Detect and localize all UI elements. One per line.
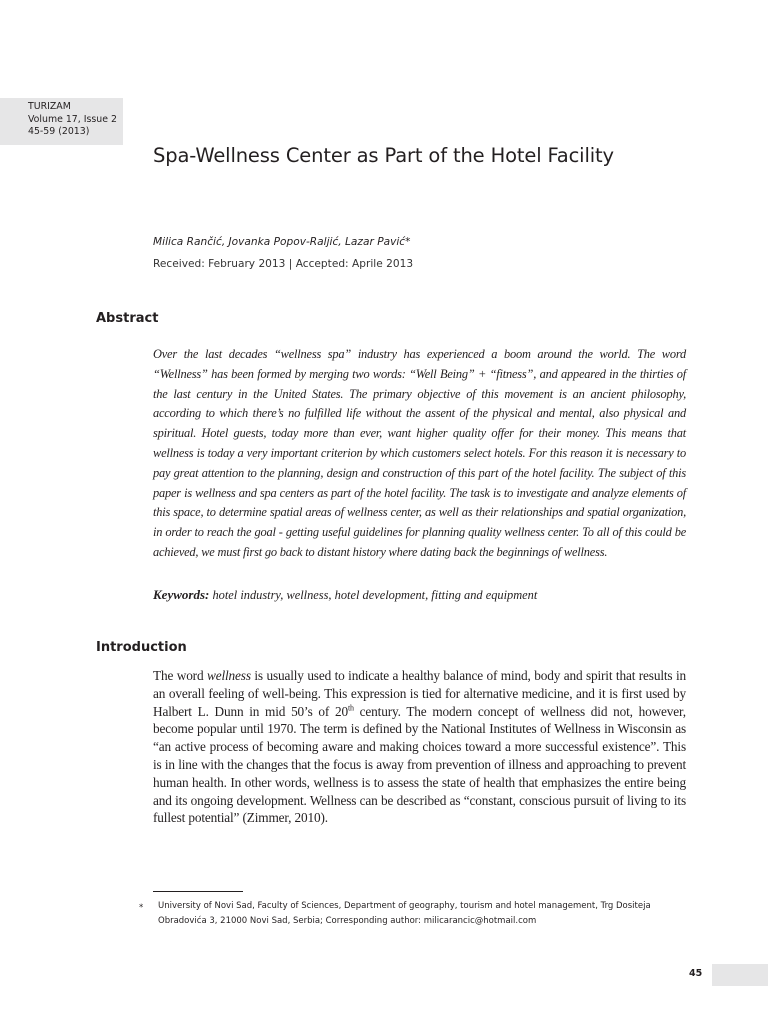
journal-pages: 45-59 (2013) (28, 126, 90, 138)
footnote-marker: * (139, 903, 144, 913)
footnote-rule (153, 891, 243, 892)
abstract-heading: Abstract (96, 311, 159, 326)
journal-info (28, 101, 123, 139)
intro-emphasis-wellness: wellness (206, 668, 251, 683)
keywords (153, 586, 693, 604)
footnote-text: University of Novi Sad, Faculty of Sciences, Department of geography, tourism and hotel management, Trg Dositeja Obradovića 3, 21000 Novi Sad, Serbia; Corresponding author: milicarancic@hotmail.com (158, 901, 651, 926)
keywords-label: Keywords: (153, 587, 210, 602)
journal-volume: Volume 17, Issue 2 (28, 113, 117, 125)
introduction-heading: Introduction (96, 640, 187, 655)
page-number: 45 (689, 968, 703, 979)
journal-name: TURIZAM (28, 101, 71, 112)
article-authors: Milica Rančić, Jovanka Popov-Raljić, Lazar Pavić* (153, 236, 411, 248)
received-accepted-dates: Received: February 2013 | Accepted: Aprile 2013 (153, 258, 414, 270)
intro-text-part-3: century. The modern concept of wellness did not, however, become popular until 1970. The term is defined by the National Institutes of Wellness in Wisconsin as “an active process of becoming aware and making choices toward a more successful existence”. This is in line with the changes that the focus is away from prevention of illness and approaching to prevent human health. In other words, wellness is to assess the state of health that emphasizes the entire being and its ongoing development. Wellness can be described as “constant, conscious pursuit of living to its fullest potential” (Zimmer, 2010). (153, 703, 686, 826)
abstract-text: Over the last decades “wellness spa” industry has experienced a boom around the world. The word “Wellness” has been formed by merging two words: “Well Being” + “fitness”, and appeared in the thirties of the last century in the United States. The primary objective of this movement is an ancient philosophy, according to which there’s no fulfilled life without the assent of the physical and mental, also physical and spiritual. Hotel guests, today more than ever, want higher quality offer for their money. This means that wellness is today a very important criterion by which customers select hotels. For this reason it is necessary to pay great attention to the planning, design and construction of this part of the hotel facility. The subject of this paper is wellness and spa centers as part of the hotel facility. The task is to investigate and analyze elements of this space, to determine spatial areas of wellness center, as well as their relationships and spatial organization, in order to reach the goal - getting useful guidelines for planning quality wellness center. To all of this could be achieved, we must first go back to distant history where dating back the beginnings of wellness. (153, 347, 686, 559)
keywords-list: hotel industry, wellness, hotel development, fitting and equipment (209, 588, 538, 602)
intro-superscript: th (347, 703, 354, 713)
intro-text-part-1: The word (153, 668, 207, 683)
intro-text-part-2: is usually used to indicate a healthy balance of mind, body and spirit that results in an overall feeling of well-being. This expression is tied for alternative medicine, and it is first used by Halbert L. Dunn in mid 50’s of 20 (153, 668, 686, 719)
introduction-text (153, 667, 686, 827)
article-title: Spa-Wellness Center as Part of the Hotel Facility (153, 144, 614, 167)
